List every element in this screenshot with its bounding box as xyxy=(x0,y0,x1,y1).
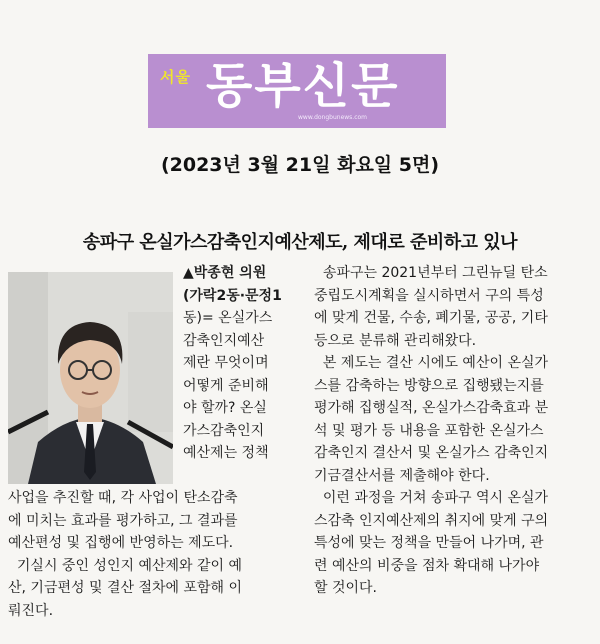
text-line: 가스감축인지 xyxy=(183,422,265,439)
text-line: 석 및 평가 등 내용을 포함한 온실가스 xyxy=(314,422,544,439)
text-line: 어떻게 준비해 xyxy=(183,377,269,394)
text-line: 중립도시계획을 실시하면서 구의 특성 xyxy=(314,287,544,304)
text-line: 제란 무엇이며 xyxy=(183,355,269,371)
text-line: 평가해 집행실적, 온실가스감축효과 분 xyxy=(314,400,549,416)
text-line: 에 맞게 건물, 수송, 폐기물, 공공, 기타 xyxy=(314,310,548,326)
text-line: 야 할까? 온실 xyxy=(183,400,267,416)
portrait-illustration xyxy=(8,272,173,484)
masthead-title: 동부신문 xyxy=(206,58,400,114)
text-line: 이런 과정을 거쳐 송파구 역시 온실가 xyxy=(314,490,549,506)
text-line: 감축인지 결산서 및 온실가스 감축인지 xyxy=(314,445,549,461)
publication-date: (2023년 3월 21일 화요일 5면) xyxy=(160,154,440,176)
text-line: 예산편성 및 집행에 반영하는 제도다. xyxy=(8,535,234,551)
text-line: 예산제는 정책 xyxy=(183,445,269,461)
text-line: 동)= 온실가스 xyxy=(183,310,273,326)
author-portrait xyxy=(8,272,173,484)
text-line: 산, 기금편성 및 결산 절차에 포함해 이 xyxy=(8,580,243,596)
text-line: 기금결산서를 제출해야 한다. xyxy=(314,467,490,484)
article-left-narrow-column xyxy=(183,262,310,465)
newspaper-masthead xyxy=(148,54,446,128)
text-line: 본 제도는 결산 시에도 예산이 온실가 xyxy=(314,355,549,371)
author-district: (가락2동·문정1 xyxy=(183,287,282,304)
text-line: 할 것이다. xyxy=(314,580,377,596)
text-line: 스를 감축하는 방향으로 집행됐는지를 xyxy=(314,377,544,394)
text-line: 기실시 중인 성인지 예산제와 같이 예 xyxy=(8,557,243,574)
text-line: 송파구는 2021년부터 그린뉴딜 탄소 xyxy=(314,265,548,281)
article-right-column xyxy=(314,262,598,600)
text-line: 감축인지예산 xyxy=(183,332,265,349)
text-line: 뤄진다. xyxy=(8,602,54,619)
text-line: 등으로 분류해 관리해왔다. xyxy=(314,332,477,349)
text-line: 련 예산의 비중을 점차 확대해 나가야 xyxy=(314,557,540,574)
masthead-url: www.dongbunews.com xyxy=(298,114,368,121)
text-line: 특성에 맞는 정책을 만들어 나가며, 관 xyxy=(314,535,544,551)
text-line: 에 미치는 효과를 평가하고, 그 결과를 xyxy=(8,512,238,529)
text-line: 스감축 인지예산제의 취지에 맞게 구의 xyxy=(314,512,549,529)
author-name: ▲박종현 의원 xyxy=(183,265,267,281)
masthead-prefix: 서울 xyxy=(160,68,191,86)
article-headline: 송파구 온실가스감축인지예산제도, 제대로 준비하고 있나 xyxy=(82,232,518,253)
text-line: 사업을 추진할 때, 각 사업이 탄소감축 xyxy=(8,490,238,506)
article-left-wide-column xyxy=(8,487,310,622)
